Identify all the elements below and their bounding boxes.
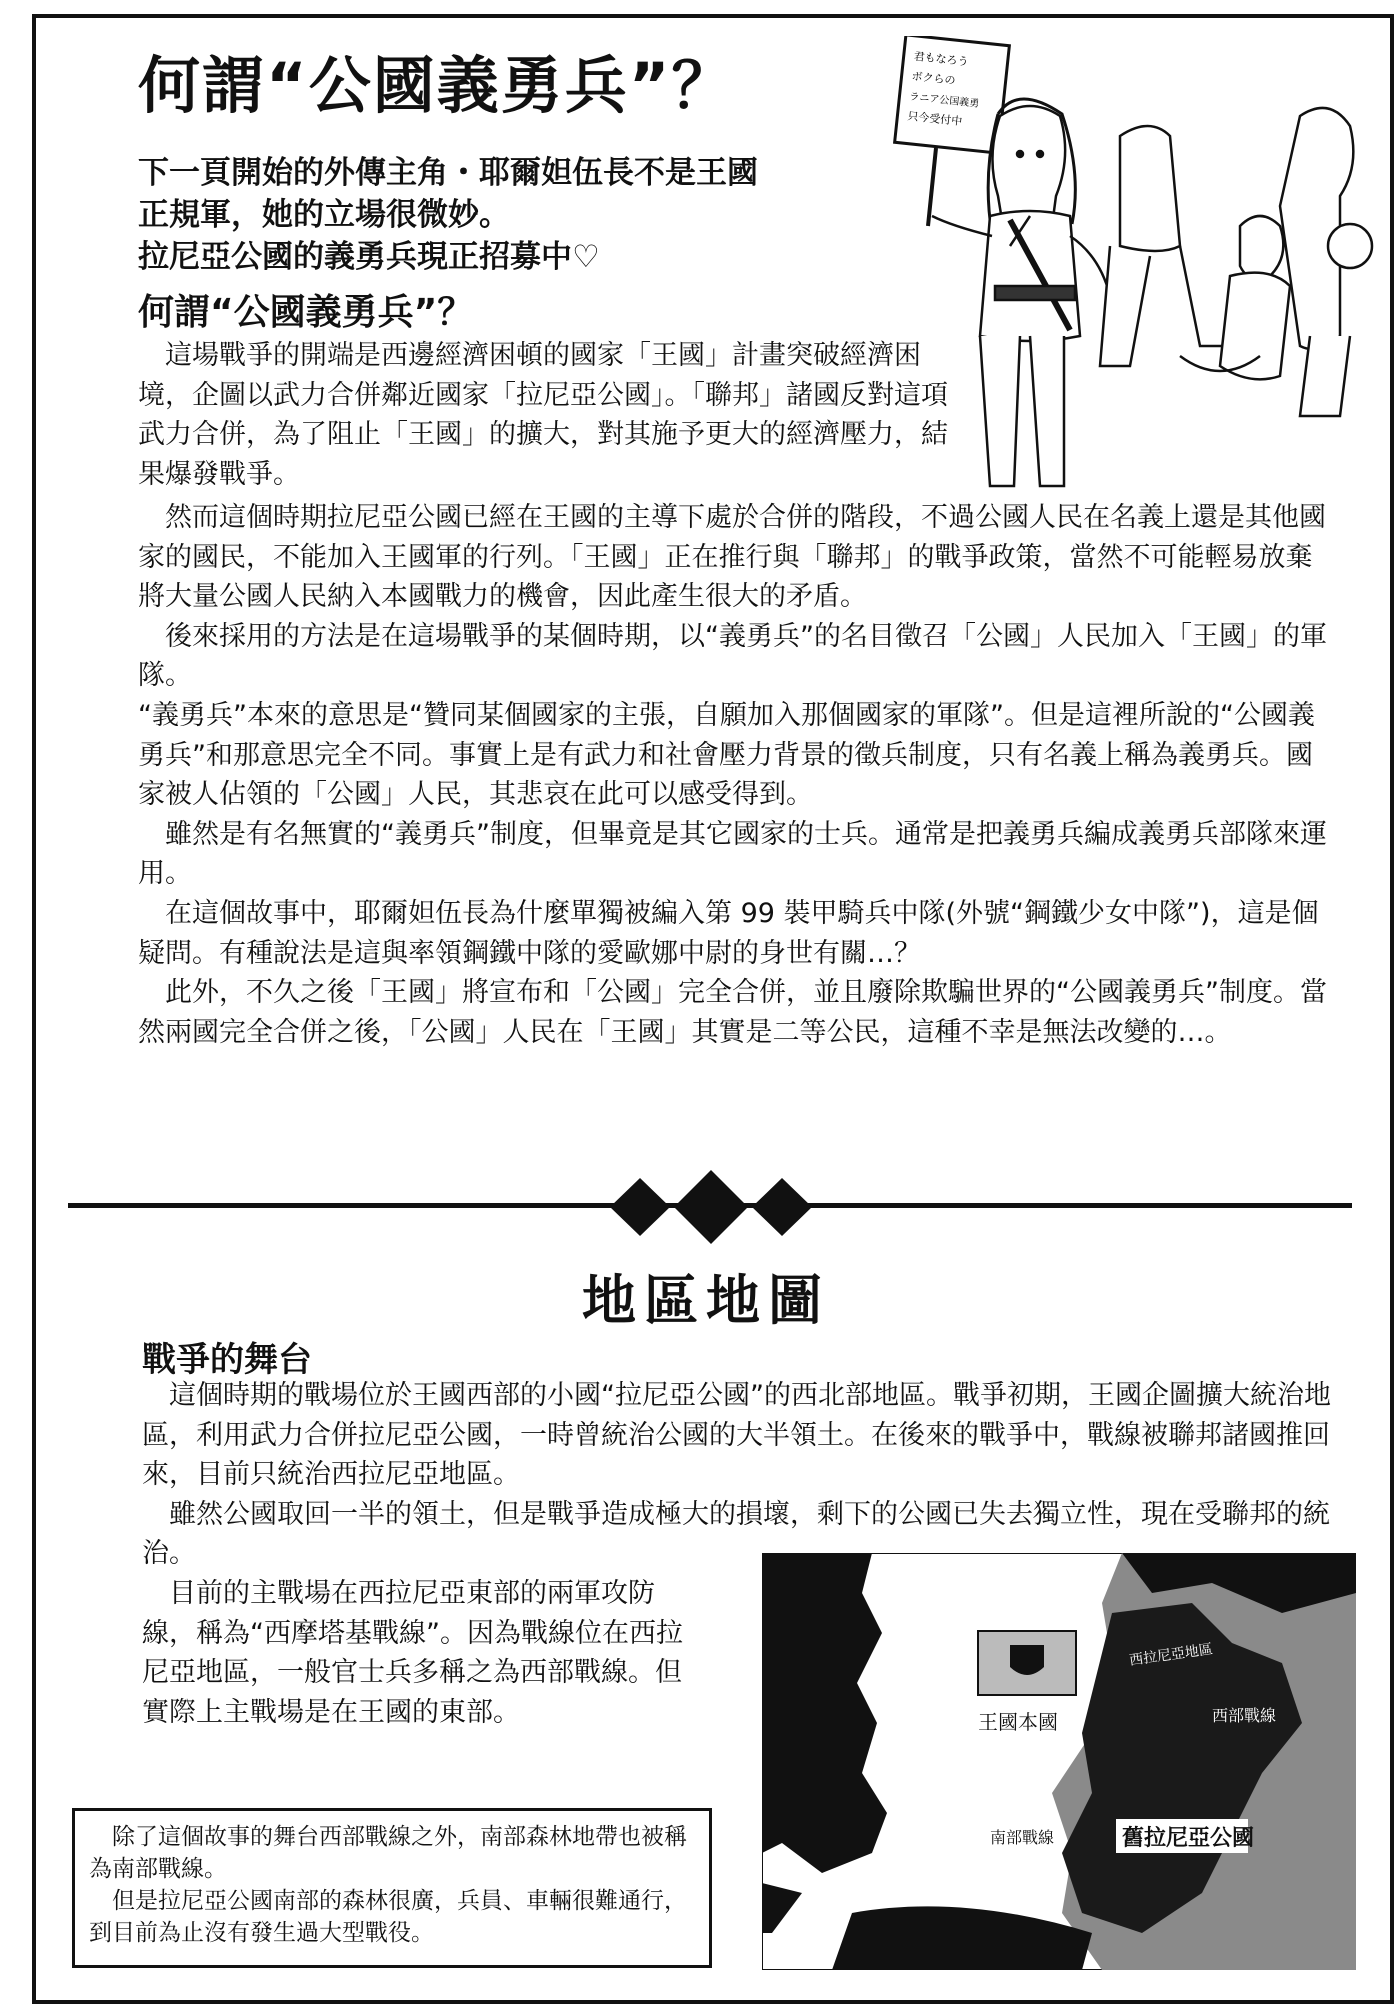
paragraph: 這個時期的戰場位於王國西部的小國“拉尼亞公國”的西北部地區。戰爭初期，王國企圖擴大統治地區，利用武力合併拉尼亞公國，一時曾統治公國的大半領土。在後來的戰爭中，戰線被聯邦諸國推回來，目前只統治西拉尼亞地區。 — [142, 1380, 1331, 1491]
map-label-kingdom: 王國本國 — [978, 1710, 1058, 1734]
paragraph: 目前的主戰場在西拉尼亞東部的兩軍攻防線，稱為“西摩塔基戰線”。因為戰線位在西拉尼亞地區，一般官士兵多稱之為西部戰線。但實際上主戰場是在王國的東部。 — [142, 1578, 683, 1728]
sign-line-1: 君もなろう — [913, 49, 970, 69]
shield-icon — [1010, 1645, 1044, 1675]
note-line: 但是拉尼亞公國南部的森林很廣，兵員、車輛很難通行，到目前為止沒有發生過大型戰役。 — [89, 1888, 687, 1946]
paragraph: “義勇兵”本來的意思是“贊同某個國家的主張，自願加入那個國家的軍隊”。但是這裡所說的“公國義勇兵”和那意思完全不同。事實上是有武力和社會壓力背景的徵兵制度，只有名義上稱為義勇兵。國家被人佔領的「公國」人民，其悲哀在此可以感受得到。 — [138, 699, 1315, 811]
note-line: 除了這個故事的舞台西部戰線之外，南部森林地帶也被稱為南部戰線。 — [89, 1824, 687, 1882]
soldier-illustration — [880, 36, 1380, 536]
page-title: 何謂“公國義勇兵”？ — [138, 49, 736, 122]
paragraph: 雖然是有名無實的“義勇兵”制度，但畢竟是其它國家的士兵。通常是把義勇兵編成義勇兵部隊來運用。 — [138, 818, 1327, 890]
note-box — [72, 1808, 712, 1968]
section2-body-narrow — [142, 1574, 702, 1732]
sign-line-4: 只今受付中 — [906, 109, 963, 129]
paragraph: 這場戰爭的開端是西邊經濟困頓的國家「王國」計畫突破經濟困境，企圖以武力合併鄰近國家「拉尼亞公國」。「聯邦」諸國反對這項武力合併，為了阻止「王國」的擴大，對其施予更大的經濟壓力，結果爆發戰爭。 — [138, 340, 948, 490]
paragraph: 此外，不久之後「王國」將宣布和「公國」完全合併，並且廢除欺騙世界的“公國義勇兵”制度。當然兩國完全合併之後，「公國」人民在「王國」其實是二等公民，這種不幸是無法改變的…。 — [138, 977, 1327, 1048]
sign-line-3: ラニア公国義勇 — [908, 91, 980, 110]
intro-line: 拉尼亞公國的義勇兵現正招募中♡ — [138, 239, 600, 275]
section1-body-narrow — [138, 336, 948, 494]
diamond-ornament — [606, 1168, 816, 1246]
map-label-old-lania: 舊拉尼亞公國 — [1122, 1826, 1255, 1851]
intro-line: 下一頁開始的外傳主角・耶爾妲伍長不是王國 — [138, 155, 758, 191]
map-label-west-front: 西部戰線 — [1212, 1706, 1277, 1725]
map-section-title: 地區地圖 — [582, 1269, 830, 1332]
paragraph: 後來採用的方法是在這場戰爭的某個時期，以“義勇兵”的名目徵召「公國」人民加入「王國」的軍隊。 — [138, 620, 1327, 692]
paragraph: 然而這個時期拉尼亞公國已經在王國的主導下處於合併的階段，不過公國人民在名義上還是其他國家的國民，不能加入王國軍的行列。「王國」正在推行與「聯邦」的戰爭政策，當然不可能輕易放棄將大量公國人民納入本國戰力的機會，因此產生很大的矛盾。 — [138, 502, 1326, 613]
paragraph: 在這個故事中，耶爾妲伍長為什麼單獨被編入第 99 裝甲騎兵中隊(外號“鋼鐵少女中隊”)，這是個疑問。有種說法是這與率領鋼鐵中隊的愛歐娜中尉的身世有關…？ — [138, 897, 1319, 969]
sign-line-2: ボクらの — [910, 69, 957, 88]
region-map — [762, 1553, 1356, 1970]
section2-heading: 戰爭的舞台 — [142, 1340, 312, 1380]
section1-body-wide — [138, 498, 1334, 1052]
map-label-south-front: 南部戰線 — [990, 1828, 1055, 1847]
intro-line: 正規軍，她的立場很微妙。 — [138, 197, 510, 233]
map-label-west-lania: 西拉尼亞地區 — [1128, 1641, 1214, 1669]
section1-heading: 何謂“公國義勇兵”？ — [138, 292, 474, 333]
girl-figure — [932, 99, 1110, 486]
section2-body-wide — [142, 1376, 1342, 1574]
paragraph: 雖然公國取回一半的領土，但是戰爭造成極大的損壞，剩下的公國已失去獨立性，現在受聯邦的統治。 — [142, 1498, 1330, 1570]
intro-text — [138, 152, 918, 278]
